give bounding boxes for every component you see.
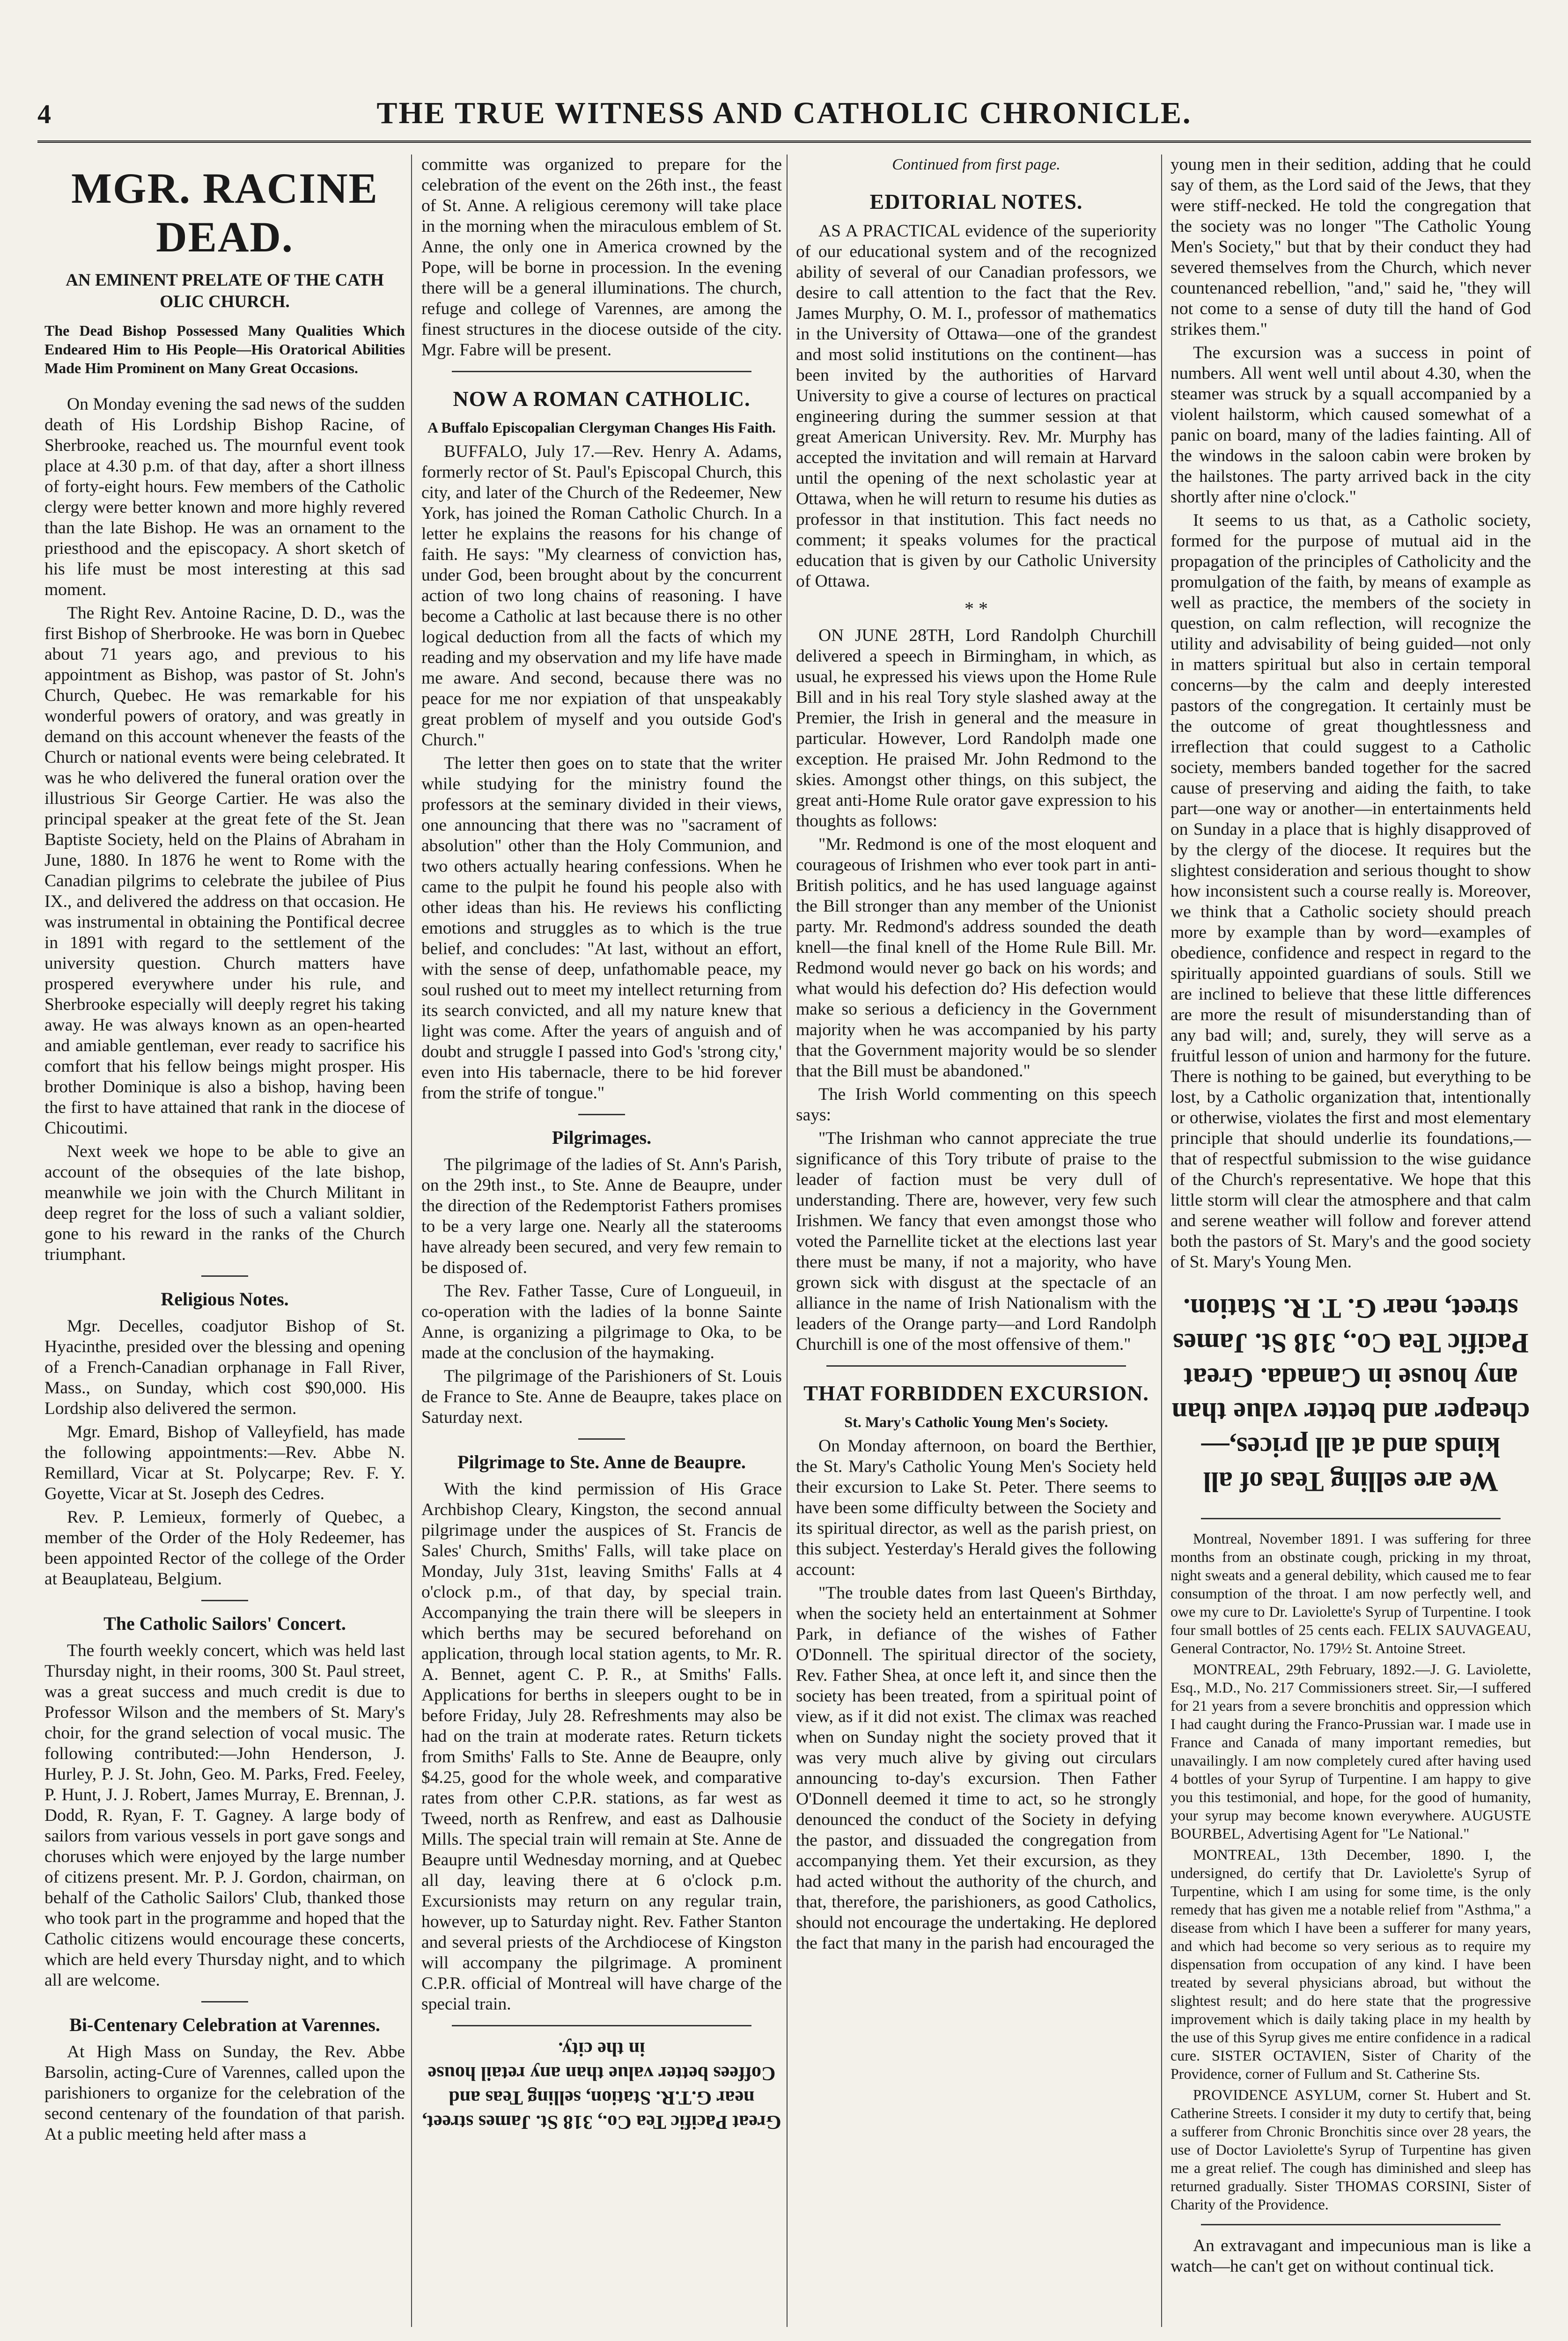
- divider: [578, 1114, 625, 1115]
- divider: [452, 2025, 751, 2026]
- paragraph: Next week we hope to be able to give an account of the obsequies of the late bishop, meanwhile we join with the Church Militant in deep regret for the loss of such a valiant soldier, gone to his reward in the ranks of the Church triumphant.: [44, 1142, 405, 1264]
- quote-paragraph: "The trouble dates from last Queen's Birthday, when the society held an entertainment at Sohmer Park, in defiance of the wishes of Father O'Donnell. The spiritual director of the society, Rev. Father Shea, at once left it, and since then the society has been treated, from a spiritual point of view, as if it did not exist. The climax was reached when on Sunday night the society proved that it was very much alive by giving out circulars announcing to-day's excursion. Then Father O'Donnell deemed it time to act, so he strongly denounced the conduct of the Society in defying the pastor, and dissuaded the congregation from accompanying them. Yet their excursion, as they had acted without the authority of the church, and that, therefore, the parishioners, as good Catholics, should not encourage the undertaking. He deplored the fact that many in the parish had encouraged the: [796, 1583, 1156, 1953]
- inverted-advertisement: Great Pacific Tea Co., 318 St. James street, near G.T.R. Station, selling Teas and Coffees better value than any retail house in the city.: [422, 2038, 781, 2133]
- column-rule: [787, 155, 788, 2327]
- paragraph: The fourth weekly concert, which was held last Thursday night, in their rooms, 300 St. Paul street, was a great success and much credit is due to Professor Wilson and the members of St. Mary's choir, for the grand selection of vocal music. The following contributed:—John Henderson, J. Hurley, P. J. St. John, Geo. M. Parks, Fred. Feeley, P. Hunt, J. J. Robert, James Murray, E. Brennan, J. Dodd, R. Ryan, F. T. Gagney. A large body of sailors from various vessels in port gave songs and choruses which were enjoyed by the large number of citizens present. Mr. P. J. Gordon, chairman, on behalf of the Catholic Sailors' Club, thanked those who took part in the programme and hoped that the Catholic citizens would encourage these concerts, which are held every Thursday night, and to which all are welcome.: [44, 1641, 405, 1990]
- paragraph: At High Mass on Sunday, the Rev. Abbe Barsolin, acting-Cure of Varennes, called upon the parishioners to organize for the celebration of the second centenary of the foundation of that parish. At a public meeting held after mass a: [44, 2042, 405, 2144]
- paragraph: committe was organized to prepare for the celebration of the event on the 26th inst., the feast of St. Anne. A religious ceremony will take place in the morning when the miraculous emblem of St. Anne, the only one in America crowned by the Pope, will be borne in procession. In the evening there will be a general illuminations. The church, refuge and college of Varennes, are among the finest structures in the diocese outside of the city. Mgr. Fabre will be present.: [421, 155, 782, 360]
- section-deck: A Buffalo Episcopalian Clergyman Changes His Faith.: [427, 419, 776, 436]
- headline-racine: MGR. RACINE DEAD.: [71, 164, 378, 261]
- divider: [452, 371, 751, 372]
- section-title: Pilgrimage to Ste. Anne de Beaupre.: [457, 1451, 746, 1472]
- section-deck: St. Mary's Catholic Young Men's Society.: [844, 1413, 1108, 1430]
- section-title: The Catholic Sailors' Concert.: [103, 1613, 346, 1634]
- page-number: 4: [37, 99, 51, 129]
- newspaper-title: THE TRUE WITNESS AND CATHOLIC CHRONICLE.: [376, 96, 1192, 130]
- section-title: THAT FORBIDDEN EXCURSION.: [803, 1381, 1149, 1405]
- paragraph: With the kind permission of His Grace Archbishop Cleary, Kingston, the second annual pilgrimage under the auspices of St. Francis de Sales' Church, Smiths' Falls, will take place on Monday, July 31st, leaving Smiths' Falls at 4 o'clock p.m., of that day, by special train. Accompanying the train there will be sleepers in which berths may be secured beforehand on application, through local station agents, to Mr. R. A. Bennet, agent C. P. R., at Smiths' Falls. Applications for berths in sleepers ought to be in before Friday, July 28. Refreshments may also be had on the train at moderate rates. Return tickets from Smiths' Falls to Ste. Anne de Beaupre, only $4.25, good for the whole week, and comparative rates from other C.P.R. stations, as far west as Tweed, north as Renfrew, and east as Dalhousie Mills. The special train will remain at Ste. Anne de Beaupre until Wednesday morning, and at Quebec all day, leaving there at 6 o'clock p.m. Excursionists may return on any regular train, however, up to Saturday night. Rev. Father Stanton and several priests of the Archdiocese of Kingston will accompany the pilgrimage. A prominent C.P.R. official of Montreal will have charge of the special train.: [421, 1480, 782, 2014]
- paragraph: Mgr. Decelles, coadjutor Bishop of St. Hyacinthe, presided over the blessing and opening of a French-Canadian orphanage in Fall River, Mass., on Sunday, which cost $90,000. His Lordship also delivered the sermon.: [44, 1317, 405, 1418]
- section-title: Religious Notes.: [161, 1288, 289, 1310]
- paragraph: The Rev. Father Tasse, Cure of Longueuil, in co-operation with the ladies of la bonne Sainte Anne, is organizing a pilgrimage to Oka, to be made at the conclusion of the haymaking.: [421, 1281, 782, 1362]
- paragraph: On Monday afternoon, on board the Berthier, the St. Mary's Catholic Young Men's Society held their excursion to Lake St. Peter. There seems to have been some difficulty between the Society and its spiritual director, as well as the parish priest, on this subject. Yesterday's Herald gives the following account:: [796, 1436, 1156, 1579]
- testimonial: PROVIDENCE ASYLUM, corner St. Hubert and St. Catherine Streets. I consider it my duty to certify that, being a sufferer from Chronic Bronchitis since over 28 years, the use of Doctor Laviolette's Syrup of Turpentine has given me a great relief. The cough has diminished and sleep has returned gradually. Sister THOMAS CORSINI, Sister of Charity of the Providence.: [1170, 2086, 1531, 2213]
- column-rule: [411, 155, 412, 2327]
- paragraph: young men in their sedition, adding that he could say of them, as the Lord said of the Jews, that they were stiff-necked. He told the congregation that the society was no longer "The Catholic Young Men's Society," but that by their conduct they had severed themselves from the Church, which never countenanced rebellion, "and," said he, "they will not come to a sense of duty till the hand of God strikes them.": [1170, 155, 1531, 339]
- section-title: Bi-Centenary Celebration at Varennes.: [69, 2014, 380, 2035]
- paragraph: Rev. P. Lemieux, formerly of Quebec, a member of the Order of the Holy Redeemer, has been appointed Rector of the college of the Order at Beauplateau, Belgium.: [44, 1508, 405, 1589]
- quote-paragraph: "Mr. Redmond is one of the most eloquent and courageous of Irishmen who ever took part in anti-British politics, and he has used language against the Bill stronger than any member of the Unionist party. Mr. Redmond's address sounded the death knell—the final knell of the Home Rule Bill. Mr. Redmond would never go back on his words; and what would his defection do? His defection would make so serious a deficiency in the Government majority when he was accompanied by his party that the Government majority would be so slender that the Bill must be abandoned.": [796, 835, 1156, 1081]
- subheadline: AN EMINENT PRELATE OF THE CATH OLIC CHURCH.: [66, 271, 384, 311]
- paragraph: An extravagant and impecunious man is like a watch—he can't get on without continual tick.: [1170, 2236, 1531, 2276]
- divider: [1201, 2224, 1501, 2225]
- testimonial: MONTREAL, 13th December, 1890. I, the undersigned, do certify that Dr. Laviolette's Syrup of Turpentine, which I am using for some time, is the only remedy that has given me a notable relief from "Asthma," a disease from which I have been a sufferer for many years, and which had become so very serious as to require my dispensation from occupation of any kind. I have been treated by several physicians abroad, but without the slightest result; and do here state that the progressive improvement which is daily taking place in my health by the use of this Syrup gives me entire confidence in a radical cure. SISTER OCTAVIEN, Sister of Charity of the Providence, corner of Fullum and St. Catherine Sts.: [1170, 1846, 1531, 2082]
- testimonial: Montreal, November 1891. I was suffering for three months from an obstinate cough, pricking in my throat, night sweats and a general debility, which caused me to fear consumption of the throat. I am now perfectly well, and owe my cure to Dr. Laviolette's Syrup of Turpentine. I took four small bottles of 25 cents each. FELIX SAUVAGEAU, General Contractor, No. 179½ St. Antoine Street.: [1170, 1530, 1531, 1656]
- paragraph: It seems to us that, as a Catholic society, formed for the purpose of mutual aid in the propagation of the principles of Catholicity and the promulgation of the faith, by means of example as well as practice, the members of the society in question, on calm reflection, will recognize the utility and advisability of being guided—not only in matters spiritual but also in certain temporal concerns—by the calm and deeply interested pastors of the congregation. It certainly must be the outcome of great thoughtlessness and irreflection that could suggest to a Catholic society, members banded together for the sacred cause of preserving and aiding the faith, to take part—one way or another—in entertainments held on Sunday in a place that is highly disapproved of by the clergy of the diocese. It requires but the slightest consideration and serious thought to show how inconsistent such a course really is. Moreover, we think that a Catholic society should preach more by example than by word—examples of obedience, confidence and respect in regard to the spiritually appointed guardians of souls. Still we are inclined to believe that these little differences are more the result of misunderstanding than of any bad will; and, surely, they will serve as a fruitful lesson of union and harmony for the future. There is nothing to be gained, but everything to be lost, by a Catholic organization that, intentionally or otherwise, violates the first and most elementary principle that should underlie its foundations,—that of respectful submission to the wise guidance of the Church's representative. We hope that this little storm will clear the atmosphere and that calm and serene weather will follow and forever attend both the pastors of St. Mary's and the good society of St. Mary's Young Men.: [1170, 511, 1531, 1272]
- paragraph: The Right Rev. Antoine Racine, D. D., was the first Bishop of Sherbrooke. He was born in Quebec about 71 years ago, and previous to his appointment as Bishop, was pastor of St. John's Church, Quebec. He was remarkable for his wonderful powers of oratory, and was greatly in demand on this account whenever the feasts of the Church or national events were being celebrated. It was he who delivered the funeral oration over the illustrious Sir George Cartier. He was also the principal speaker at the great fete of the St. Jean Baptiste Society, held on the Plains of Abraham in June, 1880. In 1876 he went to Rome with the Canadian pilgrims to celebrate the jubilee of Pius IX., and delivered the address on that occasion. He was instrumental in obtaining the Pontifical decree in 1891 with regard to the settlement of the university question. Church matters have prospered everywhere under his rule, and Sherbrooke especially will deeply regret his taking away. He was always known as an open-hearted and amiable gentleman, ever ready to sacrifice his comfort that his fellow beings might prosper. His brother Dominique is also a bishop, having been the first to have attained that rank in the diocese of Chicoutimi.: [44, 604, 405, 1138]
- paragraph: BUFFALO, July 17.—Rev. Henry A. Adams, formerly rector of St. Paul's Episcopal Church, this city, and later of the Church of the Redeemer, New York, has joined the Roman Catholic Church. In a letter he explains the reasons for his change of faith. He says: "My clearness of conviction has, under God, been brought about by the concurrent action of two long chains of reasoning. I have become a Catholic at last because there is no other logical deduction from all the facts of which my reading and my observation and my life have made me aware. And second, because there was no peace for me nor expiation of that unspeakably great problem of myself and you outside God's Church.": [421, 442, 782, 750]
- paragraph: The pilgrimage of the Parishioners of St. Louis de France to Ste. Anne de Beaupre, takes place on Saturday next.: [421, 1367, 782, 1427]
- divider: [201, 1275, 248, 1277]
- testimonial: MONTREAL, 29th February, 1892.—J. G. Laviolette, Esq., M.D., No. 217 Commissioners street. Sir,—I suffered for 21 years from a severe bronchitis and oppression which I had caught during the Franco-Prussian war. I made use in France and Canada of many important remedies, but unavailingly. I am now completely cured after having used 4 bottles of your Syrup of Turpentine. I am happy to give you this testimonial, and hope, for the good of humanity, your syrup may become known everywhere. AUGUSTE BOURBEL, Advertising Agent for "Le National.": [1170, 1661, 1531, 1842]
- article-deck: The Dead Bishop Possessed Many Qualities Which Endeared Him to His People—His Oratorical Abilities Made Him Prominent on Many Great Occasions.: [44, 322, 405, 376]
- column-4: [1170, 155, 1531, 2336]
- paragraph: The letter then goes on to state that the writer while studying for the ministry found the professors at the seminary divided in their views, one announcing that there was no "sacrament of absolution" other than the Holy Communion, and two others actually hearing confessions. When he came to the pulpit he found his people also with other ideas than his. He reviews his conflicting emotions and struggles as to which is the true belief, and concludes: "At last, without an effort, with the sense of deep, unfathomable peace, my soul rushed out to meet my intellect returning from its search convicted, and all my nature knew that light was come. After the years of anguish and of doubt and struggle I passed into God's 'strong city,' even into His tabernacle, there to be hid forever from the strife of tongue.": [421, 754, 782, 1103]
- column-1: [44, 155, 405, 2336]
- divider: [826, 1365, 1126, 1367]
- paragraph: On Monday evening the sad news of the sudden death of His Lordship Bishop Racine, of Sherbrooke, reached us. The mournful event took place at 4.30 p.m. of that day, after a short illness of forty-eight hours. Few members of the Catholic clergy were better known and more highly revered than the late Bishop. He was an ornament to the priesthood and the episcopacy. A short sketch of his life must be most interesting at this sad moment.: [44, 395, 405, 599]
- divider: [1201, 1518, 1501, 1519]
- section-title: EDITORIAL NOTES.: [869, 190, 1083, 213]
- paragraph: Mgr. Emard, Bishop of Valleyfield, has made the following appointments:—Rev. Abbe N. Remillard, Vicar at St. Polycarpe; Rev. F. Y. Goyette, Vicar at St. Joseph des Cedres.: [44, 1422, 405, 1503]
- paragraph: The excursion was a success in point of numbers. All went well until about 4.30, when the steamer was struck by a squall accompanied by a violent hailstorm, which caused somewhat of a panic on board, many of the ladies fainting. All of the windows in the saloon cabin were broken by the hailstones. The party arrived back in the city shortly after nine o'clock.": [1170, 343, 1531, 507]
- divider: [578, 1438, 625, 1440]
- inverted-advertisement: We are selling Teas of all kinds and at all prices,—cheaper and better value than any house in Canada. Great Pacific Tea Co., 318 St. James street, near G. T. R. Station.: [1171, 1293, 1530, 1497]
- divider: [201, 2001, 248, 2002]
- section-title: NOW A ROMAN CATHOLIC.: [453, 387, 751, 411]
- masthead: [37, 89, 1531, 143]
- paragraph: The Irish World commenting on this speech says:: [796, 1085, 1156, 1125]
- paragraph: AS A PRACTICAL evidence of the superiority of our educational system and of the recognized ability of several of our Canadian professors, we desire to call attention to the fact that the Rev. James Murphy, O. M. I., professor of mathematics in the University of Ottawa—one of the grandest and most solid institutions on the continent—has been invited by the authorities of Harvard University to give a course of lectures on practical engineering during the summer session at that great American University. Rev. Mr. Murphy has accepted the invitation and will remain at Harvard until the opening of the next scholastic year at Ottawa, when he will return to resume his duties as professor in that institution. This fact needs no comment; it speaks volumes for the practical education that is given by our Catholic University of Ottawa.: [796, 221, 1156, 591]
- asterism: * *: [964, 598, 988, 619]
- column-rule: [1161, 155, 1162, 2327]
- paragraph: ON JUNE 28TH, Lord Randolph Churchill delivered a speech in Birmingham, in which, as usual, he expressed his views upon the Home Rule Bill and in his real Tory style slashed away at the Premier, the Irish in general and the measure in particular. However, Lord Randolph made one exception. He praised Mr. John Redmond to the skies. Amongst other things, on this subject, the great anti-Home Rule orator gave expression to his thoughts as follows:: [796, 626, 1156, 831]
- paragraph: The pilgrimage of the ladies of St. Ann's Parish, on the 29th inst., to Ste. Anne de Beaupre, under the direction of the Redemptorist Fathers promises to be a very large one. Nearly all the staterooms have already been secured, and very few remain to be disposed of.: [421, 1155, 782, 1277]
- divider: [201, 1600, 248, 1601]
- quote-paragraph: "The Irishman who cannot appreciate the true significance of this Tory tribute of praise to the leader of faction must be very dull of understanding. There are, however, very few such Irishmen. We fancy that even amongst those who voted the Parnellite ticket at the elections last year there must be many, if not a majority, who have grown sick with disgust at the spectacle of an alliance in the name of Irish Nationalism with the leaders of the Orange party—and Lord Randolph Churchill is one of the most offensive of them.": [796, 1129, 1156, 1354]
- section-title: Pilgrimages.: [552, 1127, 652, 1148]
- column-3: [796, 155, 1156, 2336]
- continued-note: Continued from first page.: [892, 156, 1060, 173]
- column-2: [421, 155, 782, 2336]
